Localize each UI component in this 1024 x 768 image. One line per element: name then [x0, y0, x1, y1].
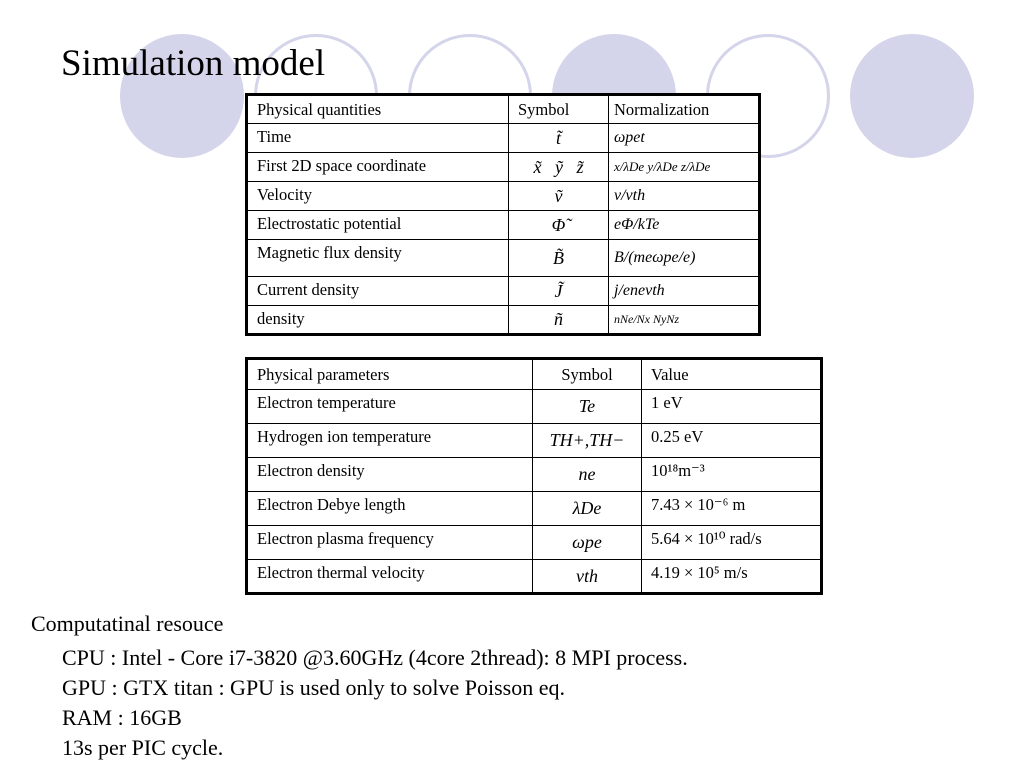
value-cell: 5.64 × 10¹⁰ rad/s [642, 526, 822, 560]
list-item: GPU : GTX titan : GPU is used only to solve Poisson eq. [62, 675, 565, 700]
header-cell: Symbol [533, 359, 642, 390]
header-cell: Value [642, 359, 822, 390]
table-row [247, 277, 760, 306]
symbol-cell: Te [533, 390, 642, 424]
table-row [247, 492, 822, 526]
quantity-cell: Electrostatic potential [247, 211, 509, 240]
value-cell: 0.25 eV [642, 424, 822, 458]
symbol-cell: vth [533, 560, 642, 594]
symbol-cell: J̃ [509, 277, 609, 306]
parameter-cell: Electron plasma frequency [247, 526, 533, 560]
normalization-table [245, 93, 761, 336]
parameter-cell: Electron thermal velocity [247, 560, 533, 594]
parameter-cell: Electron Debye length [247, 492, 533, 526]
list-item: RAM : 16GB [62, 705, 182, 730]
symbol-cell: ṽ [509, 182, 609, 211]
header-cell: Symbol [509, 95, 609, 124]
normalization-cell: eΦ/kTe [609, 211, 760, 240]
table-header-row [247, 359, 822, 390]
quantity-cell: Current density [247, 277, 509, 306]
value-cell: 1 eV [642, 390, 822, 424]
table-row [247, 124, 760, 153]
normalization-cell: nNe/Nx NyNz [609, 306, 760, 335]
table-header-row [247, 95, 760, 124]
symbol-cell: t̃ [509, 124, 609, 153]
symbol-cell: B̃ [509, 240, 609, 277]
list-item: CPU : Intel - Core i7-3820 @3.60GHz (4core 2thread): 8 MPI process. [62, 645, 688, 670]
normalization-cell: B/(meωpe/e) [609, 240, 760, 277]
quantity-cell: Time [247, 124, 509, 153]
symbol-cell: Φ̃ [509, 211, 609, 240]
table-row [247, 306, 760, 335]
parameter-cell: Hydrogen ion temperature [247, 424, 533, 458]
quantity-cell: Velocity [247, 182, 509, 211]
symbol-cell: TH+,TH− [533, 424, 642, 458]
symbol-cell: ñ [509, 306, 609, 335]
parameters-table [245, 357, 823, 595]
header-cell: Physical quantities [247, 95, 509, 124]
slide-title: Simulation model [61, 43, 326, 84]
table-row [247, 424, 822, 458]
table-row [247, 390, 822, 424]
symbol-cell: x̃ ỹ z̃ [509, 153, 609, 182]
table-row [247, 240, 760, 277]
parameter-cell: Electron density [247, 458, 533, 492]
value-cell: 10¹⁸m⁻³ [642, 458, 822, 492]
header-cell: Physical parameters [247, 359, 533, 390]
resources-heading: Computatinal resouce [31, 611, 224, 636]
list-item: 13s per PIC cycle. [62, 735, 224, 760]
table-row [247, 560, 822, 594]
value-cell: 7.43 × 10⁻⁶ m [642, 492, 822, 526]
parameter-cell: Electron temperature [247, 390, 533, 424]
table-row [247, 526, 822, 560]
table-row [247, 458, 822, 492]
normalization-cell: v/vth [609, 182, 760, 211]
table-row [247, 182, 760, 211]
symbol-cell: ne [533, 458, 642, 492]
resources-list [62, 643, 688, 763]
decorative-circle-6 [850, 34, 974, 158]
table-row [247, 153, 760, 182]
table-row [247, 211, 760, 240]
symbol-cell: ωpe [533, 526, 642, 560]
symbol-cell: λDe [533, 492, 642, 526]
quantity-cell: Magnetic flux density [247, 240, 509, 277]
quantity-cell: density [247, 306, 509, 335]
value-cell: 4.19 × 10⁵ m/s [642, 560, 822, 594]
quantity-cell: First 2D space coordinate [247, 153, 509, 182]
normalization-cell: ωpet [609, 124, 760, 153]
header-cell: Normalization [609, 95, 760, 124]
normalization-cell: x/λDe y/λDe z/λDe [609, 153, 760, 182]
normalization-cell: j/enevth [609, 277, 760, 306]
